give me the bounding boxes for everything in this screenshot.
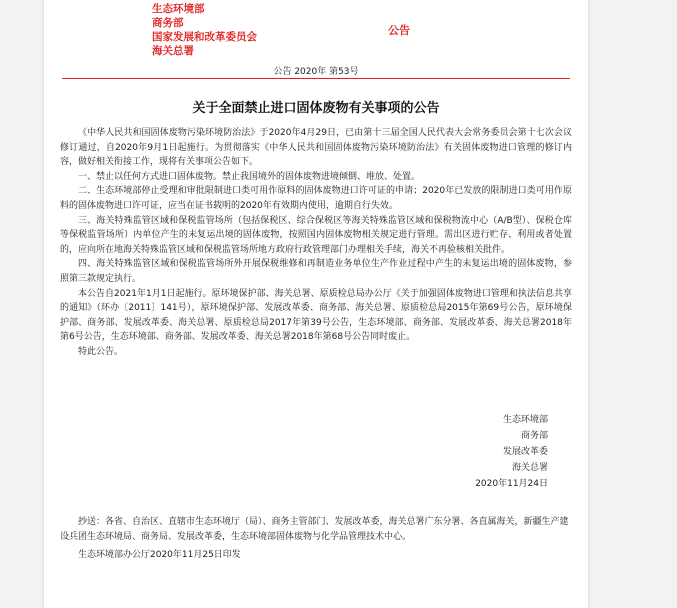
paragraph: 四、海关特殊监管区域和保税监管场所外开展保税维修和再制造业务单位生产作业过程中产生的未复运出境的固体废物，参照第三款规定执行。 bbox=[60, 259, 572, 284]
document-body bbox=[60, 126, 572, 360]
cc-text: 抄送：各省、自治区、直辖市生态环境厅（局）、商务主管部门、发展改革委，海关总署广东分署、各直属海关，新疆生产建设兵团生态环境局、商务局、发展改革委，生态环境部固体废物与化学品管理技术中心。 bbox=[60, 517, 569, 542]
cc-list bbox=[60, 515, 572, 544]
document-title: 关于全面禁止进口固体废物有关事项的公告 bbox=[192, 101, 440, 116]
signatory: 商务部 bbox=[520, 431, 548, 441]
paragraph: 二、生态环境部停止受理和审批限制进口类可用作原料的固体废物进口许可证的申请；2020年已发放的限制进口类可用作原料的固体废物进口许可证，应当在证书载明的2020年有效期内使用，逾期自行失效。 bbox=[60, 186, 572, 211]
signature-block bbox=[475, 412, 548, 492]
issuer: 国家发展和改革委员会 bbox=[152, 31, 257, 43]
issuer: 海关总署 bbox=[152, 45, 194, 57]
paragraph: 一、禁止以任何方式进口固体废物。禁止我国境外的固体废物进境倾倒、堆放、处置。 bbox=[78, 171, 421, 182]
paragraph: 三、海关特殊监管区域和保税监管场所（包括保税区、综合保税区等海关特殊监管区域和保税物流中心（A/B型）、保税仓库等保税监管场所）内单位产生的未复运出境的固体废物，按照国内固体废物相关规定进行管理。需出区进行贮存、利用或者处置的，应向所在地海关特殊监管区域和保税监管场所地方政府行政管理部门办理相关手续，海关不再验核相关批件。 bbox=[60, 215, 572, 255]
signatory: 生态环境部 bbox=[502, 415, 548, 425]
signatory: 海关总署 bbox=[511, 463, 548, 473]
paragraph: 《中华人民共和国固体废物污染环境防治法》于2020年4月29日，已由第十三届全国人民代表大会常务委员会第十七次会议修订通过，自2020年9月1日起施行。为贯彻落实《中华人民共和国固体废物污染环境防治法》有关固体废物进口管理的修订内容，做好相关衔接工作，现将有关事项公告如下。 bbox=[60, 128, 572, 168]
issuer: 生态环境部 bbox=[152, 3, 205, 15]
paragraph: 特此公告。 bbox=[78, 346, 124, 357]
document-page bbox=[44, 0, 588, 608]
sign-date: 2020年11月24日 bbox=[475, 479, 548, 489]
issuer: 商务部 bbox=[152, 17, 184, 29]
issuing-authorities bbox=[152, 2, 257, 58]
paragraph: 本公告自2021年1月1日起施行。原环境保护部、海关总署、原质检总局办公厅《关于加强固体废物进口管理和执法信息共享的通知》（环办〔2011〕141号），原环境保护部、发展改革委、商务部、海关总署、原质检总局2015年第69号公告，原环境保护部、商务部、发展改革委、海关总署、原质检总局2017年第39号公告，生态环境部、商务部、发展改革委、海关总署2018年第6号公告，生态环境部、商务部、发展改革委、海关总署2018年第68号公告同时废止。 bbox=[60, 288, 572, 343]
red-divider bbox=[62, 78, 570, 79]
signatory: 发展改革委 bbox=[502, 447, 548, 457]
printed-by: 生态环境部办公厅2020年11月25日印发 bbox=[78, 550, 241, 560]
notice-label: 公告 bbox=[388, 24, 410, 37]
document-number: 公告 2020年 第53号 bbox=[273, 67, 359, 77]
